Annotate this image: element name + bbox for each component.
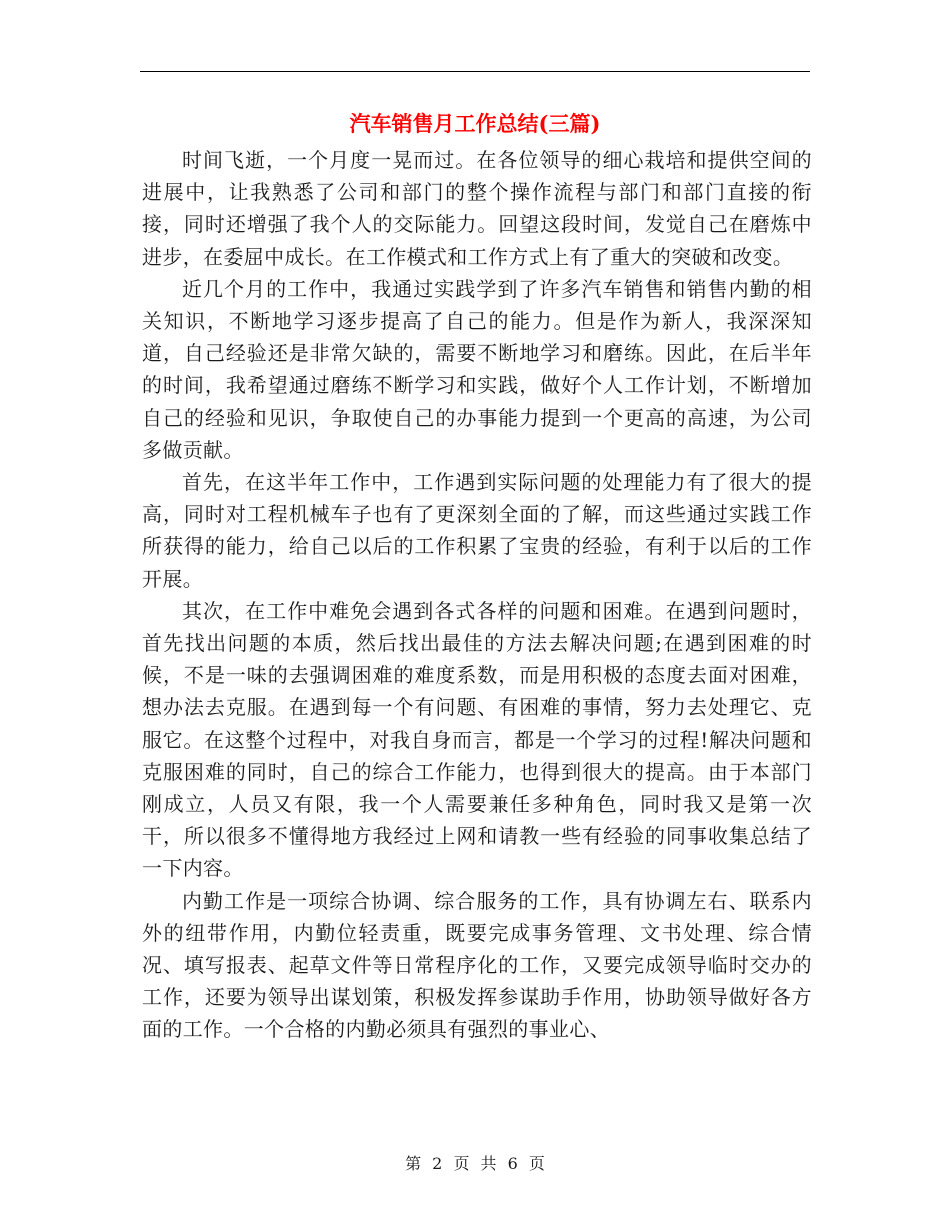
document-title: 汽车销售月工作总结(三篇) <box>349 111 601 136</box>
header-rule <box>140 71 810 72</box>
paragraph-1: 时间飞逝，一个月度一晃而过。在各位领导的细心栽培和提供空间的进展中，让我熟悉了公司和部门的整个操作流程与部门和部门直接的衔接，同时还增强了我个人的交际能力。回望这段时间，发觉自己在磨炼中进步，在委屈中成长。在工作模式和工作方式上有了重大的突破和改变。 <box>142 148 812 269</box>
paragraph-5: 内勤工作是一项综合协调、综合服务的工作，具有协调左右、联系内外的纽带作用，内勤位轻责重，既要完成事务管理、文书处理、综合情况、填写报表、起草文件等日常程序化的工作，又要完成领导临时交办的工作，还要为领导出谋划策，积极发挥参谋助手作用，协助领导做好各方面的工作。一个合格的内勤必须具有强烈的事业心、 <box>142 888 812 1042</box>
page-number: 第 2 页 共 6 页 <box>405 1154 545 1173</box>
paragraph-4: 其次，在工作中难免会遇到各式各样的问题和困难。在遇到问题时，首先找出问题的本质，然后找出最佳的方法去解决问题;在遇到困难的时候，不是一味的去强调困难的难度系数，而是用积极的态度去面对困难，想办法去克服。在遇到每一个有问题、有困难的事情，努力去处理它、克服它。在这整个过程中，对我自身而言，都是一个学习的过程!解决问题和克服困难的同时，自己的综合工作能力，也得到很大的提高。由于本部门刚成立，人员又有限，我一个人需要兼任多种角色，同时我又是第一次干，所以很多不懂得地方我经过上网和请教一些有经验的同事收集总结了一下内容。 <box>142 598 812 881</box>
paragraph-3: 首先，在这半年工作中，工作遇到实际问题的处理能力有了很大的提高，同时对工程机械车子也有了更深刻全面的了解，而这些通过实践工作所获得的能力，给自己以后的工作积累了宝贵的经验，有利于以后的工作开展。 <box>142 470 812 591</box>
document-body <box>142 144 812 1046</box>
paragraph-2: 近几个月的工作中，我通过实践学到了许多汽车销售和销售内勤的相关知识，不断地学习逐步提高了自己的能力。但是作为新人，我深深知道，自己经验还是非常欠缺的，需要不断地学习和磨练。因此，在后半年的时间，我希望通过磨练不断学习和实践，做好个人工作计划，不断增加自己的经验和见识，争取使自己的办事能力提到一个更高的高速，为公司多做贡献。 <box>142 276 812 462</box>
